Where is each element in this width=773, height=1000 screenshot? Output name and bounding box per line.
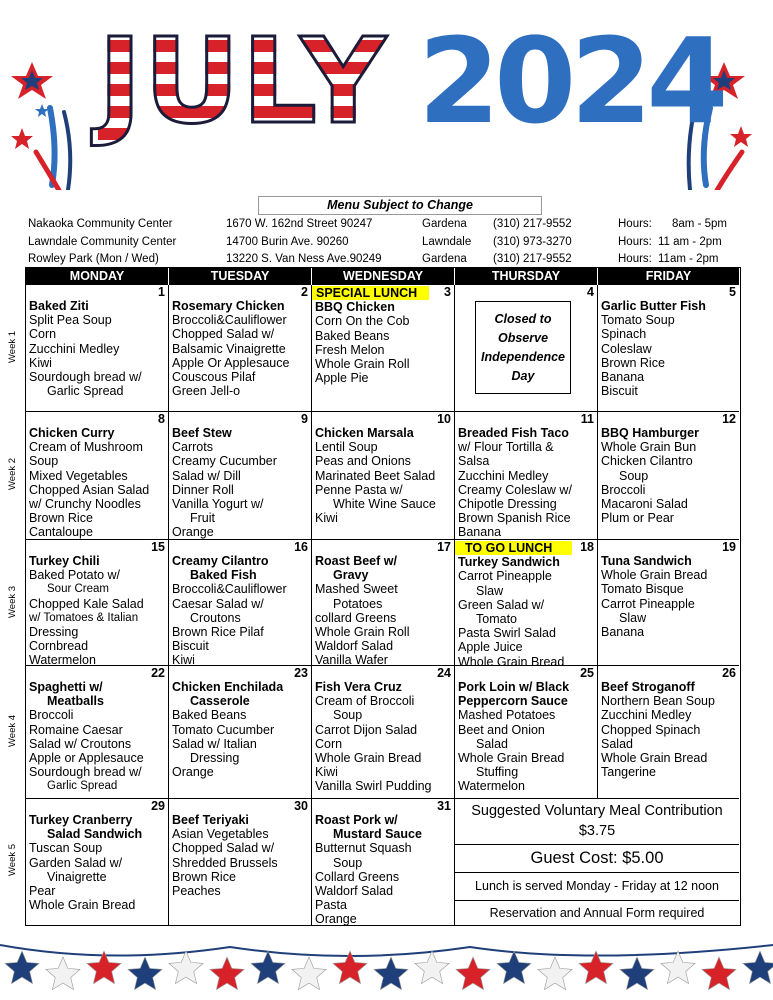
menu-item: Vanilla Wafer bbox=[315, 653, 388, 666]
garland-star-icon bbox=[538, 957, 572, 990]
menu-item: Brown Rice bbox=[601, 355, 665, 370]
day-number: 10 bbox=[437, 412, 451, 426]
entree-title: Beef Teriyaki bbox=[172, 813, 249, 827]
location-name: Lawndale Community Center bbox=[28, 235, 177, 248]
location-address: 14700 Burin Ave. 90260 bbox=[226, 235, 349, 248]
menu-item: Balsamic Vinaigrette bbox=[172, 341, 286, 356]
menu-item: Caesar Salad w/ bbox=[172, 596, 264, 611]
entree-title: Fish Vera Cruz bbox=[315, 680, 402, 694]
contribution-box bbox=[455, 799, 739, 845]
menu-item: Banana bbox=[601, 625, 645, 640]
day-cell bbox=[26, 540, 169, 666]
garland-star-icon bbox=[743, 951, 773, 984]
location-hours: 11am - 2pm bbox=[658, 253, 719, 265]
day-number: 16 bbox=[294, 540, 308, 554]
entree-title: Turkey Cranberry bbox=[29, 813, 133, 827]
year-title: 2024 bbox=[418, 12, 723, 150]
menu-item: Garlic Spread bbox=[47, 780, 118, 793]
menu-item: Orange bbox=[172, 765, 214, 780]
menu-item: Carrot Pineapple bbox=[458, 569, 552, 584]
menu-item: Tomato Soup bbox=[601, 313, 675, 328]
closed-text: Observe bbox=[497, 330, 549, 345]
garland-star-icon bbox=[702, 957, 736, 990]
day-cell bbox=[26, 412, 169, 540]
garland-star-icon bbox=[620, 957, 654, 990]
menu-item: Split Pea Soup bbox=[29, 313, 112, 328]
menu-item: Zucchini Medley bbox=[29, 341, 120, 356]
menu-item: Whole Grain Bread bbox=[458, 751, 565, 766]
menu-item: Corn bbox=[29, 327, 57, 342]
week-label: Week 1 bbox=[7, 330, 18, 363]
menu-item: Chopped Spinach bbox=[601, 722, 701, 737]
entree-title: Garlic Butter Fish bbox=[601, 299, 706, 313]
entree-title: Turkey Chili bbox=[29, 554, 100, 568]
menu-item: Garden Salad w/ bbox=[29, 855, 123, 870]
lunch-time-note: Lunch is served Monday - Friday at 12 noon bbox=[455, 873, 739, 901]
location-city: Gardena bbox=[422, 253, 467, 265]
entree-title: Pork Loin w/ Black bbox=[458, 680, 570, 694]
day-number: 22 bbox=[151, 666, 165, 680]
week-label: Week 2 bbox=[7, 457, 18, 490]
menu-item: Coleslaw bbox=[601, 341, 652, 356]
menu-item: Butternut Squash bbox=[315, 841, 412, 856]
entree-title: Peppercorn Sauce bbox=[458, 694, 568, 709]
guest-cost: Guest Cost: $5.00 bbox=[455, 845, 739, 873]
menu-item: Tomato bbox=[476, 612, 517, 627]
menu-item: Penne Pasta w/ bbox=[315, 482, 403, 497]
menu-item: Asian Vegetables bbox=[172, 827, 269, 842]
menu-item: w/ Flour Tortilla & bbox=[458, 440, 554, 455]
day-header-monday: MONDAY bbox=[26, 268, 169, 285]
menu-item: Collard Greens bbox=[315, 869, 400, 884]
menu-item: Whole Grain Roll bbox=[315, 625, 410, 640]
day-cell bbox=[455, 666, 598, 799]
menu-item: Carrot Dijon Salad bbox=[315, 722, 418, 737]
garland-star-icon bbox=[5, 951, 39, 984]
location-name: Rowley Park (Mon / Wed) bbox=[28, 253, 159, 265]
menu-item: collard Greens bbox=[315, 610, 397, 625]
location-row bbox=[28, 251, 748, 269]
menu-item: Biscuit bbox=[172, 639, 209, 654]
location-row bbox=[28, 234, 748, 252]
menu-item: Soup bbox=[619, 468, 649, 483]
menu-item: Slaw bbox=[476, 583, 504, 598]
menu-item: Watermelon bbox=[458, 779, 525, 794]
garland-star-icon bbox=[415, 951, 449, 984]
entree-title: Spaghetti w/ bbox=[29, 680, 103, 694]
day-cell bbox=[455, 412, 598, 540]
hours-label: Hours: bbox=[618, 235, 652, 248]
closed-text: Independence bbox=[480, 349, 566, 364]
menu-item: Creamy Cucumber bbox=[172, 454, 277, 469]
menu-item: Fresh Melon bbox=[315, 342, 385, 357]
menu-item: Whole Grain Roll bbox=[315, 357, 410, 372]
locations-list bbox=[28, 216, 748, 269]
menu-item: Cream of Broccoli bbox=[315, 694, 415, 709]
menu-item: Watermelon bbox=[29, 653, 96, 666]
menu-item: Soup bbox=[333, 855, 363, 870]
menu-item: White Wine Sauce bbox=[333, 497, 436, 512]
menu-item: Baked Beans bbox=[172, 708, 247, 723]
menu-item: Zucchini Medley bbox=[601, 708, 692, 723]
day-number: 29 bbox=[151, 799, 165, 813]
location-phone: (310) 217-9552 bbox=[493, 218, 572, 230]
menu-item: Kiwi bbox=[315, 511, 338, 526]
menu-item: Apple Or Applesauce bbox=[172, 355, 290, 370]
entree-title: Roast Pork w/ bbox=[315, 813, 398, 827]
menu-item: Tuscan Soup bbox=[29, 841, 103, 856]
menu-item: Creamy Coleslaw w/ bbox=[458, 482, 572, 497]
entree-title: Salad Sandwich bbox=[47, 827, 143, 842]
week-label: Week 5 bbox=[7, 843, 18, 876]
menu-item: Kiwi bbox=[315, 765, 338, 780]
closed-notice bbox=[475, 301, 571, 394]
location-name: Nakaoka Community Center bbox=[28, 218, 173, 230]
special-lunch-banner: SPECIAL LUNCH bbox=[312, 286, 429, 300]
month-title: JULY bbox=[98, 12, 388, 150]
menu-item: Couscous Pilaf bbox=[172, 370, 256, 385]
day-cell bbox=[26, 799, 169, 926]
menu-item: Apple Pie bbox=[315, 371, 369, 386]
day-header-wednesday: WEDNESDAY bbox=[312, 268, 455, 285]
menu-item: Vinaigrette bbox=[47, 869, 107, 884]
menu-item: Salad w/ Italian bbox=[172, 736, 257, 751]
day-cell bbox=[312, 666, 455, 799]
menu-subject-note: Menu Subject to Change bbox=[258, 196, 542, 215]
menu-item: Chopped Salad w/ bbox=[172, 841, 275, 856]
entree-title: Rosemary Chicken bbox=[172, 299, 285, 313]
menu-item: Tangerine bbox=[601, 765, 656, 780]
menu-item: Soup bbox=[333, 708, 363, 723]
day-number: 19 bbox=[722, 540, 736, 554]
menu-item: Pasta bbox=[315, 898, 347, 913]
entree-title: Beef Stew bbox=[172, 426, 232, 440]
menu-item: Mashed Potatoes bbox=[458, 708, 556, 723]
menu-item: Beet and Onion bbox=[458, 722, 545, 737]
menu-item: Brown Rice bbox=[29, 511, 93, 526]
menu-item: Northern Bean Soup bbox=[601, 694, 715, 709]
menu-item: Brown Rice Pilaf bbox=[172, 625, 264, 640]
menu-item: Kiwi bbox=[172, 653, 195, 666]
day-cell bbox=[169, 799, 312, 926]
location-phone: (310) 217-9552 bbox=[493, 253, 572, 265]
menu-item: Salsa bbox=[458, 454, 490, 469]
entree-title: Gravy bbox=[333, 568, 369, 583]
entree-title: Casserole bbox=[190, 694, 250, 709]
day-number: 15 bbox=[151, 540, 165, 554]
menu-item: Carrots bbox=[172, 440, 213, 455]
day-header-thursday: THURSDAY bbox=[455, 268, 598, 285]
entree-title: Chicken Marsala bbox=[315, 426, 414, 440]
menu-item: Soup bbox=[29, 454, 59, 469]
menu-item: Salad bbox=[601, 736, 633, 751]
garland-star-icon bbox=[169, 951, 203, 984]
day-number: 31 bbox=[437, 799, 451, 813]
hours-label: Hours: bbox=[618, 218, 652, 230]
day-cell bbox=[598, 666, 739, 799]
menu-item: Stuffing bbox=[476, 765, 519, 780]
menu-item: Salad w/ Dill bbox=[172, 468, 241, 483]
garland-star-icon bbox=[46, 957, 80, 990]
garland-star-icon bbox=[210, 957, 244, 990]
menu-item: Plum or Pear bbox=[601, 511, 674, 526]
day-cell bbox=[169, 666, 312, 799]
menu-item: Brown Spanish Rice bbox=[458, 511, 571, 526]
menu-item: Waldorf Salad bbox=[315, 884, 394, 899]
menu-item: Garlic Spread bbox=[47, 384, 124, 399]
day-number: 12 bbox=[722, 412, 736, 426]
menu-item: Dinner Roll bbox=[172, 482, 234, 497]
menu-item: Pear bbox=[29, 884, 56, 899]
day-number: 9 bbox=[301, 412, 308, 426]
entree-title: BBQ Hamburger bbox=[601, 426, 699, 440]
contribution-label: Suggested Voluntary Meal Contribution bbox=[471, 803, 723, 819]
day-cell bbox=[26, 666, 169, 799]
menu-item: Zucchini Medley bbox=[458, 468, 549, 483]
menu-item: Lentil Soup bbox=[315, 440, 378, 455]
star-garland bbox=[0, 935, 773, 1000]
menu-item: Salad bbox=[476, 736, 508, 751]
garland-star-icon bbox=[292, 957, 326, 990]
menu-item: Chopped Salad w/ bbox=[172, 327, 275, 342]
day-number: 17 bbox=[437, 540, 451, 554]
menu-item: w/ Crunchy Noodles bbox=[29, 497, 141, 512]
entree-title: Roast Beef w/ bbox=[315, 554, 397, 568]
menu-item: Croutons bbox=[190, 610, 241, 625]
menu-item: Whole Grain Bread bbox=[29, 898, 136, 913]
entree-title: Mustard Sauce bbox=[333, 827, 422, 842]
menu-item: Green Salad w/ bbox=[458, 597, 545, 612]
menu-item: Chicken Cilantro bbox=[601, 454, 693, 469]
closed-text: Closed to bbox=[494, 311, 552, 326]
reservation-note: Reservation and Annual Form required bbox=[489, 906, 705, 920]
menu-item: Dressing bbox=[190, 751, 240, 766]
menu-item: Cantaloupe bbox=[29, 525, 93, 540]
day-number: 3 bbox=[444, 285, 451, 299]
menu-item: Broccoli&Cauliflower bbox=[172, 313, 287, 328]
day-cell bbox=[26, 285, 169, 412]
location-city: Gardena bbox=[422, 218, 467, 230]
menu-item: Chopped Asian Salad bbox=[29, 482, 150, 497]
menu-item: w/ Tomatoes & Italian bbox=[29, 611, 139, 624]
menu-item: Romaine Caesar bbox=[29, 722, 123, 737]
day-number: 8 bbox=[158, 412, 165, 426]
menu-calendar-grid bbox=[7, 267, 741, 926]
calendar-header bbox=[0, 0, 773, 190]
week-label: Week 3 bbox=[7, 585, 18, 618]
location-address: 13220 S. Van Ness Ave.90249 bbox=[226, 253, 382, 265]
closed-text: Day bbox=[511, 368, 535, 383]
menu-item: Broccoli bbox=[601, 482, 646, 497]
menu-item: Banana bbox=[458, 525, 502, 540]
day-cell bbox=[312, 412, 455, 540]
menu-item: Fruit bbox=[190, 511, 215, 526]
day-number: 11 bbox=[580, 412, 594, 426]
day-cell bbox=[598, 540, 739, 666]
menu-item: Sour Cream bbox=[47, 583, 109, 596]
hours-label: Hours: bbox=[618, 253, 652, 265]
menu-item: Shredded Brussels bbox=[172, 855, 278, 870]
week-label: Week 4 bbox=[7, 714, 18, 747]
day-cell bbox=[312, 540, 455, 666]
day-header-tuesday: TUESDAY bbox=[169, 268, 312, 285]
menu-item: Baked Potato w/ bbox=[29, 568, 121, 583]
menu-item: Vanilla Yogurt w/ bbox=[172, 497, 264, 512]
day-number: 25 bbox=[580, 666, 594, 680]
day-cell bbox=[169, 285, 312, 412]
menu-item: Orange bbox=[315, 912, 357, 926]
star-garland-footer bbox=[0, 935, 773, 1000]
menu-item: Dressing bbox=[29, 625, 79, 640]
entree-title: Breaded Fish Taco bbox=[458, 426, 569, 440]
entree-title: Tuna Sandwich bbox=[601, 554, 692, 568]
day-number: 26 bbox=[722, 666, 736, 680]
menu-item: Potatoes bbox=[333, 596, 383, 611]
day-number: 1 bbox=[158, 285, 165, 299]
menu-item: Peas and Onions bbox=[315, 454, 411, 469]
menu-item: Biscuit bbox=[601, 384, 638, 399]
entree-title: Chicken Enchilada bbox=[172, 680, 284, 694]
menu-item: Mashed Sweet bbox=[315, 582, 398, 597]
menu-item: Whole Grain Bread bbox=[315, 751, 422, 766]
day-number: 18 bbox=[580, 540, 594, 554]
entree-title: Beef Stroganoff bbox=[601, 680, 695, 694]
entree-title: Meatballs bbox=[47, 694, 104, 709]
menu-item: Whole Grain Bread bbox=[458, 654, 565, 666]
left-star-icon bbox=[11, 62, 70, 190]
menu-item: Cornbread bbox=[29, 639, 89, 654]
entree-title: Turkey Sandwich bbox=[458, 555, 560, 570]
menu-item: Vanilla Swirl Pudding bbox=[315, 779, 432, 794]
garland-star-icon bbox=[661, 951, 695, 984]
contribution-amount: $3.75 bbox=[578, 823, 616, 839]
menu-item: Brown Rice bbox=[172, 869, 236, 884]
menu-item: Tomato Bisque bbox=[601, 582, 684, 597]
location-address: 1670 W. 162nd Street 90247 bbox=[226, 218, 373, 230]
garland-star-icon bbox=[128, 957, 162, 990]
day-cell bbox=[169, 540, 312, 666]
entree-title: Baked Ziti bbox=[29, 299, 89, 313]
menu-item: Spinach bbox=[601, 327, 647, 342]
garland-star-icon bbox=[251, 951, 285, 984]
garland-star-icon bbox=[456, 957, 490, 990]
menu-item: Peaches bbox=[172, 884, 221, 899]
menu-item: Kiwi bbox=[29, 355, 52, 370]
day-number: 30 bbox=[294, 799, 308, 813]
day-header-friday: FRIDAY bbox=[598, 268, 739, 285]
menu-item: Carrot Pineapple bbox=[601, 596, 695, 611]
menu-item: Macaroni Salad bbox=[601, 497, 688, 512]
menu-item: Apple Juice bbox=[458, 640, 523, 655]
garland-star-icon bbox=[497, 951, 531, 984]
menu-item: Whole Grain Bread bbox=[601, 568, 708, 583]
entree-title: Chicken Curry bbox=[29, 426, 115, 440]
menu-item: Slaw bbox=[619, 610, 647, 625]
menu-item: Banana bbox=[601, 370, 645, 385]
entree-title: Baked Fish bbox=[190, 568, 257, 583]
menu-item: Apple or Applesauce bbox=[29, 751, 144, 766]
day-cell bbox=[455, 285, 598, 412]
menu-item: Pasta Swirl Salad bbox=[458, 626, 556, 641]
menu-item: Marinated Beet Salad bbox=[315, 468, 436, 483]
menu-item: Waldorf Salad bbox=[315, 639, 394, 654]
menu-item: Chipotle Dressing bbox=[458, 497, 557, 512]
menu-item: Whole Grain Bread bbox=[601, 751, 708, 766]
location-city: Lawndale bbox=[422, 235, 472, 248]
menu-item: Whole Grain Bun bbox=[601, 440, 697, 455]
day-number: 5 bbox=[729, 285, 736, 299]
entree-title: Creamy Cilantro bbox=[172, 554, 269, 568]
location-phone: (310) 973-3270 bbox=[493, 235, 572, 248]
location-row bbox=[28, 216, 748, 234]
menu-item: Baked Beans bbox=[315, 328, 390, 343]
day-cell bbox=[169, 412, 312, 540]
day-cell bbox=[598, 412, 739, 540]
garland-star-icon bbox=[374, 957, 408, 990]
day-cell bbox=[455, 540, 598, 666]
location-hours: 8am - 5pm bbox=[672, 218, 727, 230]
location-hours: 11 am - 2pm bbox=[658, 235, 722, 248]
day-cell bbox=[598, 285, 739, 412]
menu-item: Sourdough bread w/ bbox=[29, 765, 142, 780]
menu-item: Chopped Kale Salad bbox=[29, 596, 144, 611]
menu-item: Mixed Vegetables bbox=[29, 468, 128, 483]
day-number: 4 bbox=[587, 285, 594, 299]
to-go-lunch-banner: TO GO LUNCH bbox=[455, 541, 572, 555]
day-number: 23 bbox=[294, 666, 308, 680]
day-number: 24 bbox=[437, 666, 451, 680]
day-number: 2 bbox=[301, 285, 308, 299]
day-cell bbox=[312, 799, 455, 926]
menu-item: Orange bbox=[172, 525, 214, 540]
menu-item: Cream of Mushroom bbox=[29, 440, 143, 455]
menu-item: Tomato Cucumber bbox=[172, 722, 275, 737]
menu-item: Green Jell-o bbox=[172, 384, 241, 399]
menu-item: Broccoli bbox=[29, 708, 74, 723]
menu-item: Salad w/ Croutons bbox=[29, 736, 132, 751]
menu-item: Corn On the Cob bbox=[315, 314, 410, 329]
menu-item: Corn bbox=[315, 736, 343, 751]
entree-title: BBQ Chicken bbox=[315, 300, 395, 315]
day-cell bbox=[312, 285, 455, 412]
menu-item: Broccoli&Cauliflower bbox=[172, 582, 287, 597]
menu-item: Sourdough bread w/ bbox=[29, 370, 142, 385]
